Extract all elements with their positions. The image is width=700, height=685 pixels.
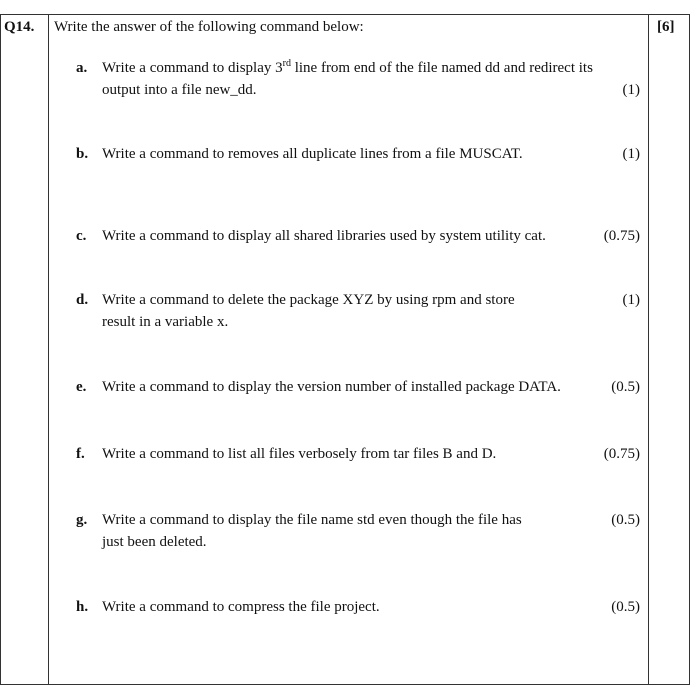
item-text: Write a command to removes all duplicate lines from a file MUSCAT.: [102, 146, 523, 162]
item-text: Write a command to display all shared libraries used by system utility cat.: [102, 228, 546, 244]
question-prompt: Write the answer of the following command below:: [54, 19, 364, 35]
table-top-border: [0, 14, 690, 15]
item-marks: (1): [622, 82, 640, 98]
item-text-line2: result in a variable x.: [102, 314, 229, 330]
item-text-part: Write a command to display 3: [102, 60, 283, 76]
question-number: Q14.: [4, 19, 35, 35]
item-letter: c.: [76, 228, 87, 244]
item-marks: (0.75): [603, 446, 640, 462]
marks-column-divider: [648, 14, 649, 685]
item-text-part: line from end of the file named dd and redirect its: [290, 60, 593, 76]
item-letter: g.: [76, 512, 88, 528]
item-letter: d.: [76, 292, 89, 308]
item-marks: (1): [622, 292, 640, 308]
item-marks: (0.5): [611, 512, 640, 528]
question-number-divider: [48, 14, 49, 685]
ordinal-superscript: rd: [282, 58, 291, 69]
item-marks: (0.75): [603, 228, 640, 244]
item-letter: b.: [76, 146, 89, 162]
item-text: Write a command to display the version number of installed package DATA.: [102, 379, 561, 395]
table-right-border: [689, 14, 690, 685]
item-letter: f.: [76, 446, 85, 462]
item-text: Write a command to delete the package XYZ by using rpm and store: [102, 292, 515, 308]
item-marks: (0.5): [611, 599, 640, 615]
item-letter: h.: [76, 599, 89, 615]
item-text: [102, 57, 593, 79]
item-letter: a.: [76, 60, 88, 76]
item-text: Write a command to list all files verbosely from tar files B and D.: [102, 446, 497, 462]
item-text: Write a command to display the file name std even though the file has: [102, 512, 522, 528]
item-text-line2: output into a file new_dd.: [102, 82, 257, 98]
table-left-border: [0, 14, 1, 685]
item-marks: (1): [622, 146, 640, 162]
item-text-line2: just been deleted.: [102, 534, 207, 550]
total-marks: [6]: [657, 19, 675, 35]
item-marks: (0.5): [611, 379, 640, 395]
item-letter: e.: [76, 379, 87, 395]
item-text: Write a command to compress the file project.: [102, 599, 380, 615]
